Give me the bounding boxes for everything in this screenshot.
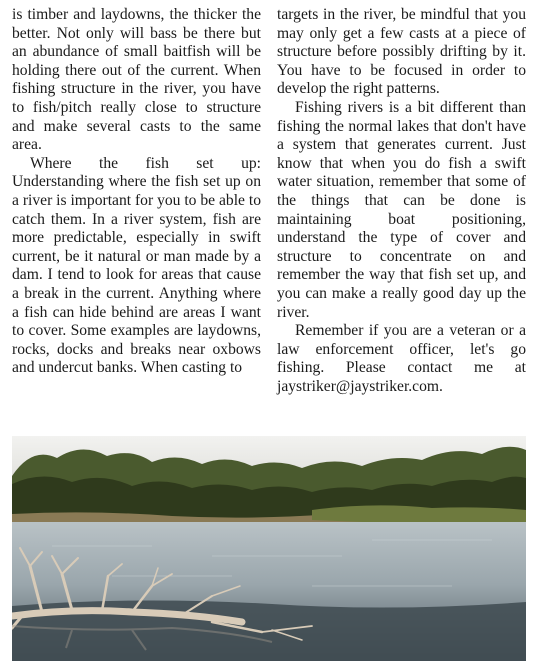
left-column — [12, 6, 261, 430]
right-column — [277, 6, 526, 430]
paragraph: targets in the river, be mindful that you may only get a few casts at a piece of structure before possibly drifting by it. You have to be focused in order to develop the right patterns. — [277, 6, 526, 98]
paragraph: Remember if you are a veteran or a law enforcement officer, let's go fishing. Please contact me at jaystriker@jaystriker.com. — [277, 322, 526, 395]
paragraph: Fishing rivers is a bit different than fishing the normal lakes that don't have a system that generates current. Just know that when you do fish a swift water situation, remember that some of the things that can be done is maintaining boat positioning, understand the type of cover and structure to concentrate on and remember the way that fish set up, and you can make a really good day up the river. — [277, 98, 526, 321]
paragraph: Where the fish set up: Understanding where the fish set up on a river is important for you to be able to catch them. In a river system, fish are more predictable, especially in swift current, be it natural or man made by a dam. I tend to look for areas that cause a break in the current. Anything where a fish can hide behind are areas I want to cover. Some examples are laydowns, rocks, docks and breaks near oxbows and undercut banks. When casting to — [12, 154, 261, 377]
article-columns — [12, 6, 526, 430]
paragraph: is timber and laydowns, the thicker the better. Not only will bass be there but an abundance of small baitfish will be holding there out of the current. When fishing structure in the river, you have to fish/pitch really close to structure and make several casts to the same area. — [12, 6, 261, 154]
river-photo — [12, 436, 526, 661]
